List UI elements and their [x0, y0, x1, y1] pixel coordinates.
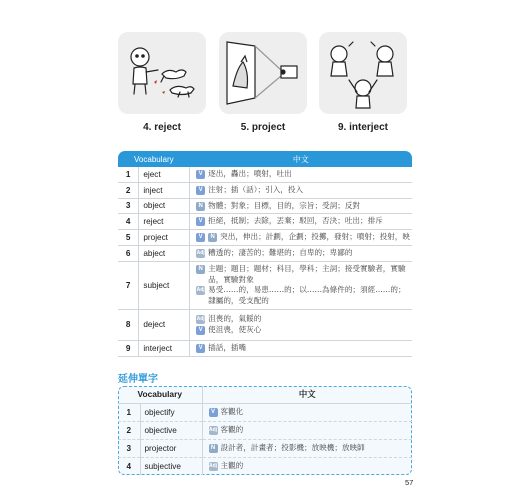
- definition-text: 糟透的；淒苦的；難堪的；自卑的；卑鄙的: [208, 247, 353, 257]
- caption-interject: 9. interject: [337, 122, 389, 133]
- noun-badge: N: [196, 202, 205, 211]
- definition-text: 逐出，轟出；噴射，吐出: [208, 169, 292, 178]
- row-number: 6: [118, 245, 139, 261]
- row-number: 8: [118, 309, 139, 340]
- definition-text: 客觀化: [220, 406, 244, 416]
- table-row: [118, 182, 412, 198]
- definition-text: 物體；對象；目標，目的，宗旨；受詞；反對: [208, 200, 361, 210]
- verb-badge: V: [196, 233, 205, 242]
- definition-text: 突出，伸出；計劃，企劃；投擲，發射；噴射；投射，映: [220, 232, 410, 242]
- caption-reject: 4. reject: [143, 122, 181, 133]
- definition: [190, 340, 412, 356]
- row-number: 5: [118, 230, 139, 246]
- definition: [190, 230, 412, 246]
- adjective-badge: Adj: [196, 316, 205, 323]
- definition-text: 客觀的: [220, 424, 244, 434]
- project-drawing: [219, 32, 307, 114]
- table-row: [118, 457, 412, 475]
- definition: [190, 261, 412, 309]
- vocab-word: subjective: [140, 457, 202, 475]
- ext-header-vocabulary: Vocabulary: [118, 386, 202, 403]
- adjective-badge: Adj: [208, 462, 218, 469]
- reject-illustration: [118, 32, 206, 114]
- vocab-word: eject: [139, 167, 190, 182]
- definition: [202, 457, 412, 475]
- definition-text: 使沮喪，使灰心: [208, 324, 262, 334]
- row-number: 2: [118, 182, 139, 198]
- vocab-word: abject: [139, 245, 190, 261]
- ext-header-chinese: 中文: [202, 386, 412, 403]
- vocab-word: object: [139, 198, 190, 214]
- vocab-word: deject: [139, 309, 190, 340]
- vocab-word: subject: [139, 261, 190, 309]
- table-row: [118, 403, 412, 421]
- verb-badge: V: [196, 326, 205, 335]
- definition: [190, 245, 412, 261]
- noun-badge: N: [208, 233, 217, 242]
- table-row: [118, 245, 412, 261]
- table-row: [118, 340, 412, 356]
- table-row: [118, 198, 412, 214]
- noun-badge: N: [209, 444, 218, 453]
- definition: [190, 167, 412, 182]
- definition: [202, 403, 412, 421]
- vocab-word: objectify: [140, 403, 202, 421]
- row-number: 1: [118, 167, 139, 182]
- definition: [202, 421, 412, 439]
- row-number: 1: [118, 403, 140, 421]
- definition-text: 拒絕，抵制；去除，丟棄；駁回，否決；吐出；排斥: [208, 216, 383, 226]
- definition: [190, 214, 412, 230]
- verb-badge: V: [196, 186, 205, 195]
- vocab-word: inject: [139, 182, 190, 198]
- row-number: 2: [118, 421, 140, 439]
- caption-project: 5. project: [240, 122, 286, 133]
- interject-drawing: [319, 32, 407, 114]
- vocab-word: objective: [140, 421, 202, 439]
- table-row: [118, 230, 412, 246]
- table-row: [118, 214, 412, 230]
- definition: [190, 182, 412, 198]
- extension-table: [118, 386, 412, 475]
- verb-badge: V: [196, 217, 205, 226]
- verb-badge: V: [196, 344, 205, 353]
- table-row: [118, 309, 412, 340]
- definition-text: 主觀的: [220, 460, 244, 470]
- vocab-word: interject: [139, 340, 190, 356]
- row-number: 3: [118, 198, 139, 214]
- header-vocabulary: Vocabulary: [118, 151, 190, 167]
- definition: [190, 309, 412, 340]
- row-number: 3: [118, 439, 140, 457]
- row-number: 9: [118, 340, 139, 356]
- adjective-badge: Adj: [196, 287, 205, 294]
- interject-illustration: [319, 32, 407, 114]
- table-row: [118, 167, 412, 182]
- definition: [202, 439, 412, 457]
- definition-text: 插話，插嘴: [208, 342, 247, 352]
- definition: [190, 198, 412, 214]
- verb-badge: V: [196, 170, 205, 179]
- extension-title: 延伸單字: [118, 374, 158, 385]
- table-row: [118, 439, 412, 457]
- verb-badge: V: [209, 408, 218, 417]
- row-number: 7: [118, 261, 139, 309]
- page-number: 57: [405, 478, 414, 487]
- definition-text: 設計者，計畫者；投影機；放映機；放映師: [220, 442, 365, 452]
- definition-text: 注射；插（話）；引入，投入: [208, 184, 304, 194]
- reject-drawing: [118, 32, 206, 114]
- definition-text: 主題；題目；題材；科目，學科；主詞；接受實驗者，實驗品，實驗對象: [208, 263, 406, 284]
- definition-text: 沮喪的，氣餒的: [208, 314, 262, 324]
- vocab-word: reject: [139, 214, 190, 230]
- project-illustration: [219, 32, 307, 114]
- noun-badge: N: [196, 265, 205, 274]
- table-row: [118, 421, 412, 439]
- vocab-word: project: [139, 230, 190, 246]
- table-row: [118, 261, 412, 309]
- vocab-word: projector: [140, 439, 202, 457]
- adjective-badge: Adj: [196, 249, 205, 256]
- definition-text: 易受……的，易患……的；以……為條件的；須經……的；隸屬的，受支配的: [208, 285, 406, 306]
- row-number: 4: [126, 461, 132, 471]
- row-number: 4: [118, 214, 139, 230]
- header-chinese: 中文: [190, 151, 412, 167]
- vocabulary-table: [118, 151, 412, 357]
- adjective-badge: Adj: [208, 426, 218, 433]
